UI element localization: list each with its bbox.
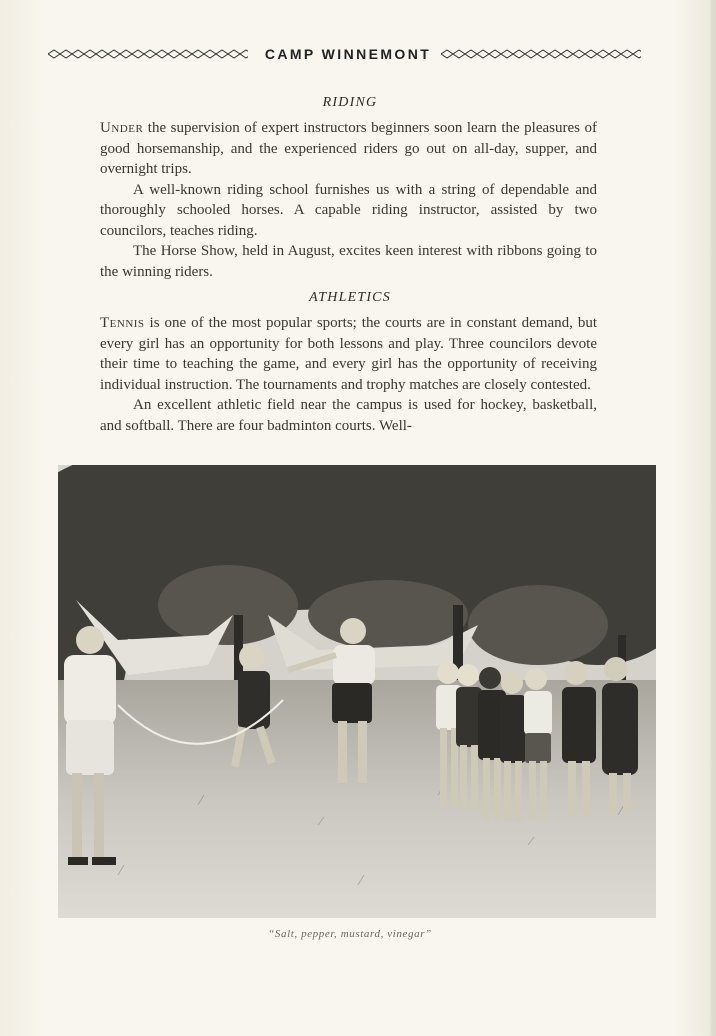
- ornament-left: [48, 48, 255, 60]
- section-body-athletics: [100, 313, 597, 436]
- photo-caption: “Salt, pepper, mustard, vinegar”: [268, 928, 432, 940]
- paragraph: The Horse Show, held in August, excites keen interest with ribbons going to the winning riders.: [100, 243, 597, 280]
- page-edge: [710, 0, 716, 1036]
- paragraph: [100, 118, 597, 180]
- running-header: [48, 42, 648, 66]
- ornament-right: [441, 48, 648, 60]
- paragraph: [100, 313, 597, 395]
- section-body-riding: [100, 118, 597, 282]
- camp-photo: [58, 465, 656, 918]
- paragraph-lead: Tennis: [100, 315, 145, 331]
- section-heading-riding: RIDING: [322, 95, 378, 110]
- paragraph-text: is one of the most popular sports; the courts are in constant demand, but every girl has an opportunity for both lessons and play. Three councilors devote their time to teaching the game, and every girl has the opportunity of receiving individual instruction. The tournaments and trophy matches are closely contested.: [100, 315, 597, 393]
- paragraph: An excellent athletic field near the campus is used for hockey, basketball, and softball. There are four badminton courts. Well-: [100, 397, 597, 434]
- paragraph-text: the supervision of expert instructors beginners soon learn the pleasures of good horsemanship, and the experienced riders go out on all-day, supper, and overnight trips.: [100, 120, 597, 177]
- paragraph: A well-known riding school furnishes us with a string of dependable and thoroughly schooled horses. A capable riding instructor, assisted by two councilors, teaches riding.: [100, 181, 597, 239]
- running-header-title: CAMP WINNEMONT: [264, 46, 432, 62]
- section-heading-athletics: ATHLETICS: [309, 290, 391, 305]
- paragraph-lead: Under: [100, 120, 144, 136]
